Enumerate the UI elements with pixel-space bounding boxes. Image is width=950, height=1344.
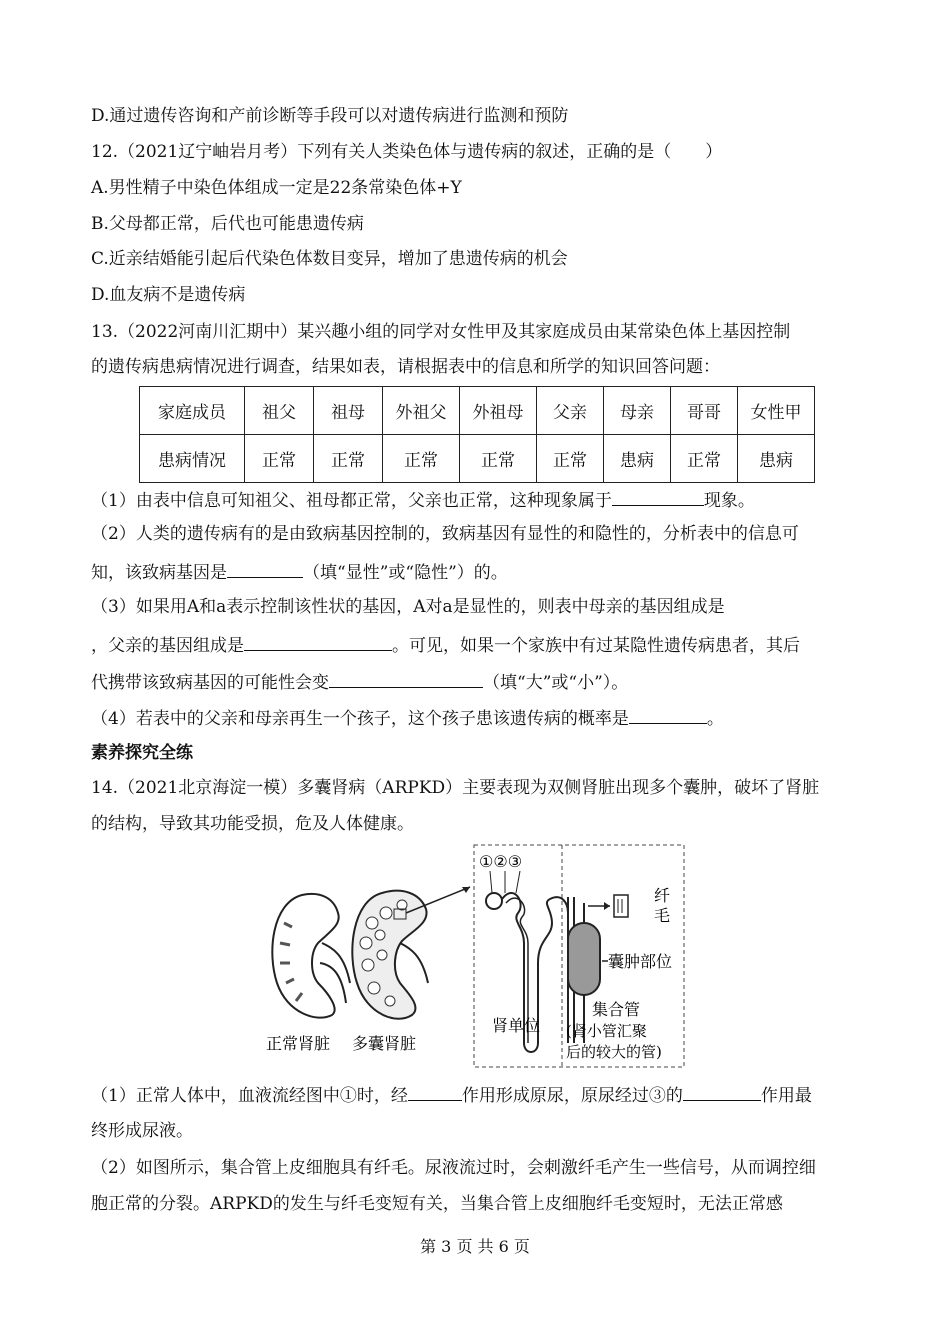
option-a-q12: A.男性精子中染色体组成一定是22条常染色体+Y: [91, 178, 462, 198]
kidney-figure: [262, 843, 692, 1073]
text: （1）正常人体中，血液流经图中①时，经: [91, 1086, 408, 1106]
question-14-stem: 14.（2021北京海淀一模）多囊肾病（ARPKD）主要表现为双侧肾脏出现多个囊肿，破坏了肾脏: [91, 778, 820, 798]
answer-blank[interactable]: [612, 487, 704, 506]
text: 作用形成原尿，原尿经过③的: [461, 1086, 683, 1106]
answer-blank[interactable]: [244, 632, 392, 651]
table-cell: 正常: [537, 435, 604, 483]
option-b-q12: B.父母都正常，后代也可能患遗传病: [91, 214, 364, 234]
answer-blank[interactable]: [329, 669, 483, 688]
family-table: [139, 386, 815, 483]
table-cell: 正常: [245, 435, 314, 483]
cyst-label: 囊肿部位: [608, 952, 673, 971]
normal-kidney-drawing: [272, 894, 350, 1018]
table-cell: 患病: [604, 435, 671, 483]
section-heading: 素养探究全练: [91, 743, 193, 763]
polycystic-kidney-drawing: [352, 891, 428, 1019]
numbered-markers: ①②③: [479, 852, 523, 871]
text: 。可见，如果一个家族中有过某隐性遗传病患者，其后: [392, 636, 800, 656]
table-cell: 祖父: [245, 387, 314, 435]
text: （填“显性”或“隐性”）的。: [303, 563, 508, 583]
table-cell: 祖母: [314, 387, 383, 435]
text: （4）若表中的父亲和母亲再生一个孩子，这个孩子患该遗传病的概率是: [91, 709, 629, 729]
table-cell: 父亲: [537, 387, 604, 435]
table-row: [140, 387, 815, 435]
cilia-label-2: 毛: [654, 906, 671, 925]
text: 代携带该致病基因的可能性会变: [91, 673, 329, 693]
table-cell: 正常: [671, 435, 738, 483]
table-cell: 正常: [460, 435, 537, 483]
table-row: [140, 435, 815, 483]
table-cell: 哥哥: [671, 387, 738, 435]
question-13-3-cont-2: [91, 669, 628, 695]
table-cell: 正常: [383, 435, 460, 483]
question-12-stem: 12.（2021辽宁岫岩月考）下列有关人类染色体与遗传病的叙述，正确的是（ ）: [91, 142, 723, 162]
question-13-3-cont: [91, 632, 800, 658]
option-d-q12: D.血友病不是遗传病: [91, 285, 246, 305]
polycystic-kidney-label: 多囊肾脏: [352, 1034, 417, 1053]
option-c-q12: C.近亲结婚能引起后代染色体数目变异，增加了患遗传病的机会: [91, 249, 568, 269]
nephron-label: 肾单位: [492, 1016, 541, 1035]
question-14-1-cont: 终形成尿液。: [91, 1121, 193, 1141]
text: 。: [706, 709, 724, 729]
option-d-q11: D.通过遗传咨询和产前诊断等手段可以对遗传病进行监测和预防: [91, 106, 569, 126]
table-cell: 正常: [314, 435, 383, 483]
answer-blank[interactable]: [683, 1082, 761, 1101]
text: 知，该致病基因是: [91, 563, 227, 583]
collecting-duct-label: 集合管: [592, 1000, 641, 1019]
table-cell: 患病情况: [140, 435, 245, 483]
table-cell: 外祖父: [383, 387, 460, 435]
table-cell: 家庭成员: [140, 387, 245, 435]
text: （1）由表中信息可知祖父、祖母都正常，父亲也正常，这种现象属于: [91, 491, 612, 511]
collecting-duct-note-2: 后的较大的管): [566, 1043, 662, 1061]
question-14-1: [91, 1082, 812, 1108]
question-13-2: （2）人类的遗传病有的是由致病基因控制的，致病基因有显性的和隐性的，分析表中的信息可: [91, 524, 799, 544]
answer-blank[interactable]: [227, 559, 303, 578]
text: 现象。: [703, 491, 755, 511]
table-cell: 女性甲: [738, 387, 815, 435]
text: 作用最: [760, 1086, 812, 1106]
question-14-2: （2）如图所示，集合管上皮细胞具有纤毛。尿液流过时，会刺激纤毛产生一些信号，从而调控细: [91, 1158, 816, 1178]
answer-blank[interactable]: [629, 705, 707, 724]
question-13-4: [91, 705, 724, 731]
answer-blank[interactable]: [408, 1082, 462, 1101]
question-13-stem-2: 的遗传病患病情况进行调查，结果如表，请根据表中的信息和所学的知识回答问题：: [91, 357, 720, 377]
question-13-stem: 13.（2022河南川汇期中）某兴趣小组的同学对女性甲及其家庭成员由某常染色体上基因控制: [91, 322, 791, 342]
table-cell: 母亲: [604, 387, 671, 435]
question-14-2-cont: 胞正常的分裂。ARPKD的发生与纤毛变短有关，当集合管上皮细胞纤毛变短时，无法正常感: [91, 1194, 783, 1214]
question-14-stem-2: 的结构，导致其功能受损，危及人体健康。: [91, 814, 414, 834]
question-13-2-cont: [91, 559, 508, 585]
table-cell: 外祖母: [460, 387, 537, 435]
collecting-duct-note-1: (肾小管汇聚: [566, 1022, 647, 1040]
normal-kidney-label: 正常肾脏: [266, 1034, 331, 1053]
text: （填“大”或“小”）。: [483, 673, 629, 693]
cilia-label-1: 纤: [654, 886, 671, 905]
question-13-1: [91, 487, 755, 513]
text: ，父亲的基因组成是: [91, 636, 244, 656]
question-13-3: （3）如果用A和a表示控制该性状的基因，A对a是显性的，则表中母亲的基因组成是: [91, 597, 725, 617]
page-footer: 第 3 页 共 6 页: [420, 1237, 530, 1256]
table-cell: 患病: [738, 435, 815, 483]
